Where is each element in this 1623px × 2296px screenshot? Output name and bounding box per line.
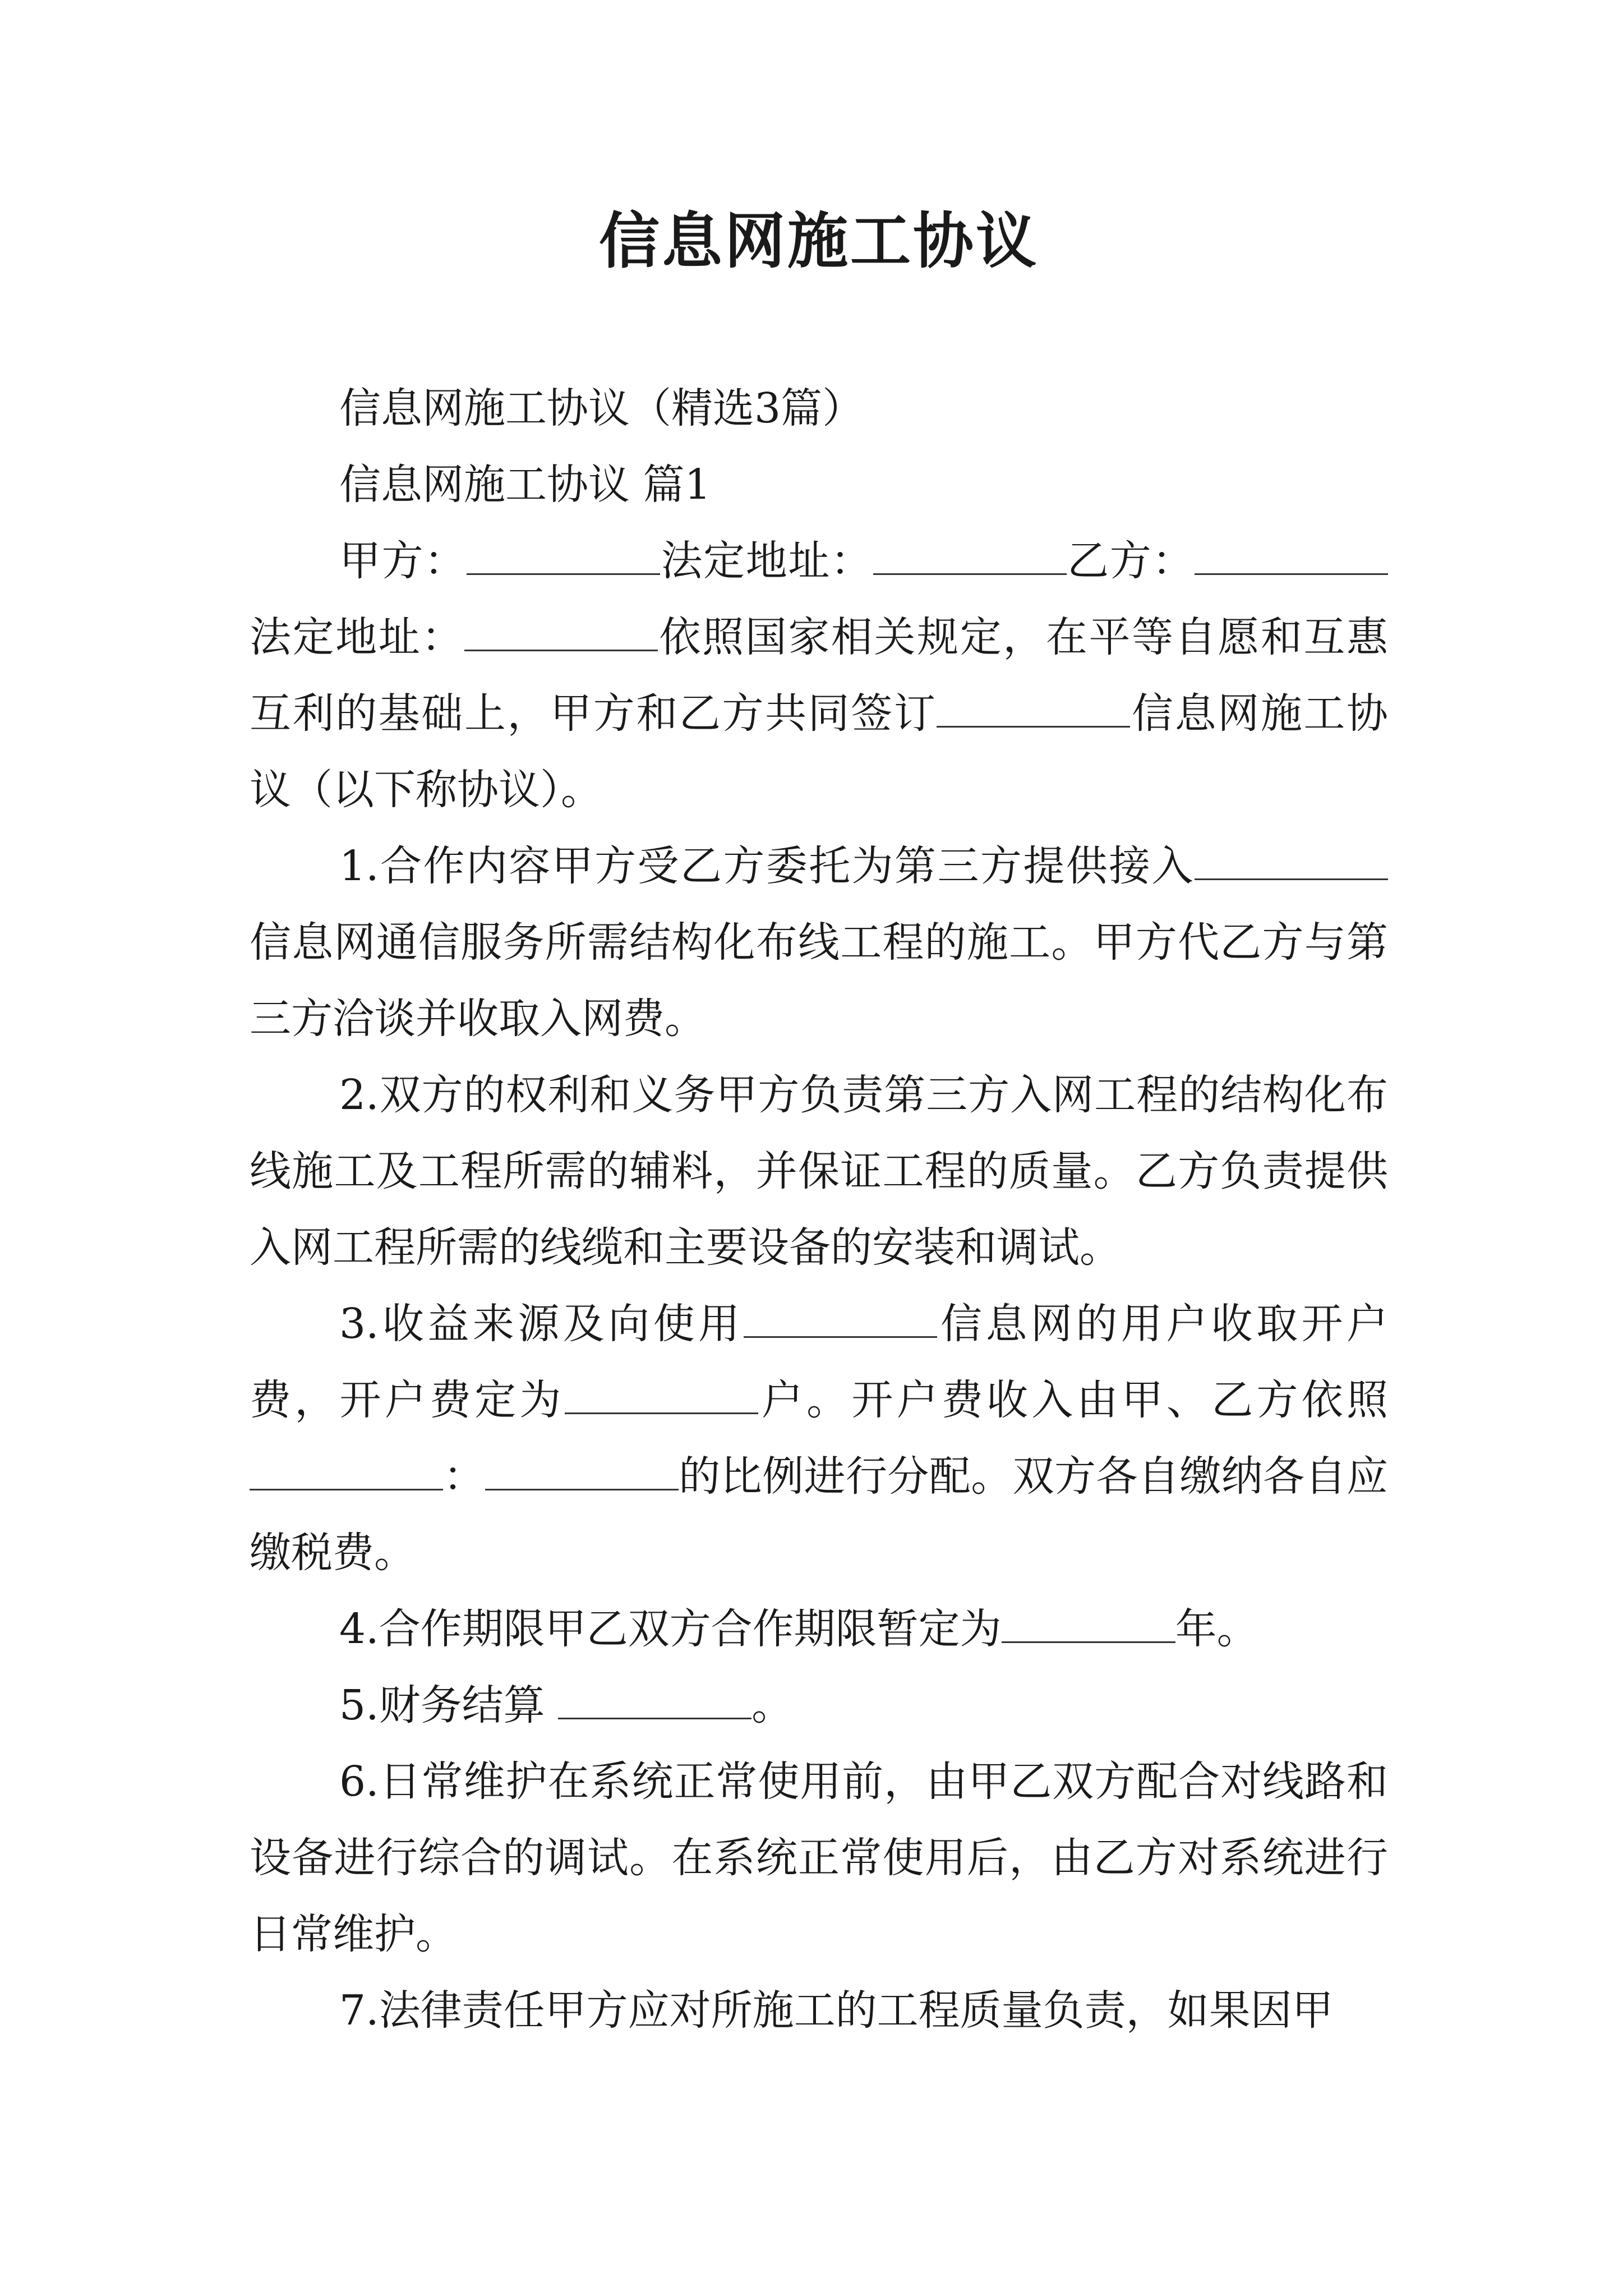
- subtitle: 信息网施工协议（精选3篇）: [339, 384, 864, 432]
- item-3-text: 3.收益来源及向使用: [339, 1300, 744, 1348]
- party-b-blank: [1195, 540, 1388, 575]
- section-heading: 信息网施工协议 篇1: [339, 461, 711, 509]
- item-1-text: 1.合作内容甲方受乙方委托为第三方提供接入: [339, 842, 1195, 890]
- item-3-network-blank: [744, 1303, 937, 1338]
- item-4-years-blank: [1002, 1608, 1175, 1643]
- parties-text: 依照国家相关规定，在平等自愿和互惠互利的基础上，甲方和乙方共同签订: [250, 613, 1389, 738]
- item-3-text-2: 信息网的用户收取开户费，开户费定为: [250, 1300, 1388, 1424]
- item-4-text-end: 年。: [1175, 1605, 1258, 1653]
- parties-text-end: 信息网施工协议（以下称协议）。: [250, 689, 1388, 814]
- party-a-blank: [467, 540, 660, 575]
- document-body: [250, 370, 1388, 2049]
- item-3-fee-blank: [565, 1379, 758, 1414]
- item-3-text-3: 户。开户费收入由甲、乙方依照: [758, 1376, 1389, 1424]
- item-4-paragraph: [250, 1591, 1388, 1667]
- party-a-address-label: 法定地址：: [660, 537, 873, 585]
- item-5-blank: [558, 1684, 751, 1719]
- item-3-colon: ：: [443, 1452, 485, 1501]
- item-1-blank: [1195, 845, 1388, 880]
- party-b-address-blank: [464, 616, 658, 651]
- item-3-ratio-b-blank: [485, 1455, 679, 1490]
- item-5-paragraph: [250, 1667, 1388, 1743]
- party-b-label: 乙方：: [1066, 537, 1195, 585]
- item-1-text-end: 信息网通信服务所需结构化布线工程的施工。甲方代乙方与第三方洽谈并收取入网费。: [250, 918, 1388, 1043]
- party-a-label: 甲方：: [339, 537, 467, 585]
- party-a-address-blank: [873, 540, 1067, 575]
- item-5-text-end: 。: [751, 1681, 794, 1729]
- item-5-text: 5.财务结算: [339, 1681, 559, 1729]
- item-3-ratio-a-blank: [250, 1455, 443, 1490]
- item-3-paragraph: [250, 1286, 1388, 1591]
- item-7-paragraph: 7.法律责任甲方应对所施工的工程质量负责，如果因甲: [339, 1986, 1334, 2035]
- item-6-paragraph: 6.日常维护在系统正常使用前，由甲乙双方配合对线路和设备进行综合的调试。在系统正常使用后，由乙方对系统进行日常维护。: [250, 1757, 1388, 1958]
- item-2-paragraph: 2.双方的权利和义务甲方负责第三方入网工程的结构化布线施工及工程所需的辅料，并保证工程的质量。乙方负责提供入网工程所需的线缆和主要设备的安装和调试。: [250, 1071, 1388, 1272]
- document-title: 信息网施工协议: [598, 206, 1039, 277]
- parties-paragraph: [250, 523, 1388, 828]
- item-4-text: 4.合作期限甲乙双方合作期限暂定为: [339, 1605, 1002, 1653]
- network-name-blank: [937, 692, 1130, 728]
- item-3-text-end: 的比例进行分配。双方各自缴纳各自应缴税费。: [250, 1452, 1388, 1577]
- party-b-address-label: 法定地址：: [250, 613, 464, 661]
- item-1-paragraph: [250, 828, 1388, 1057]
